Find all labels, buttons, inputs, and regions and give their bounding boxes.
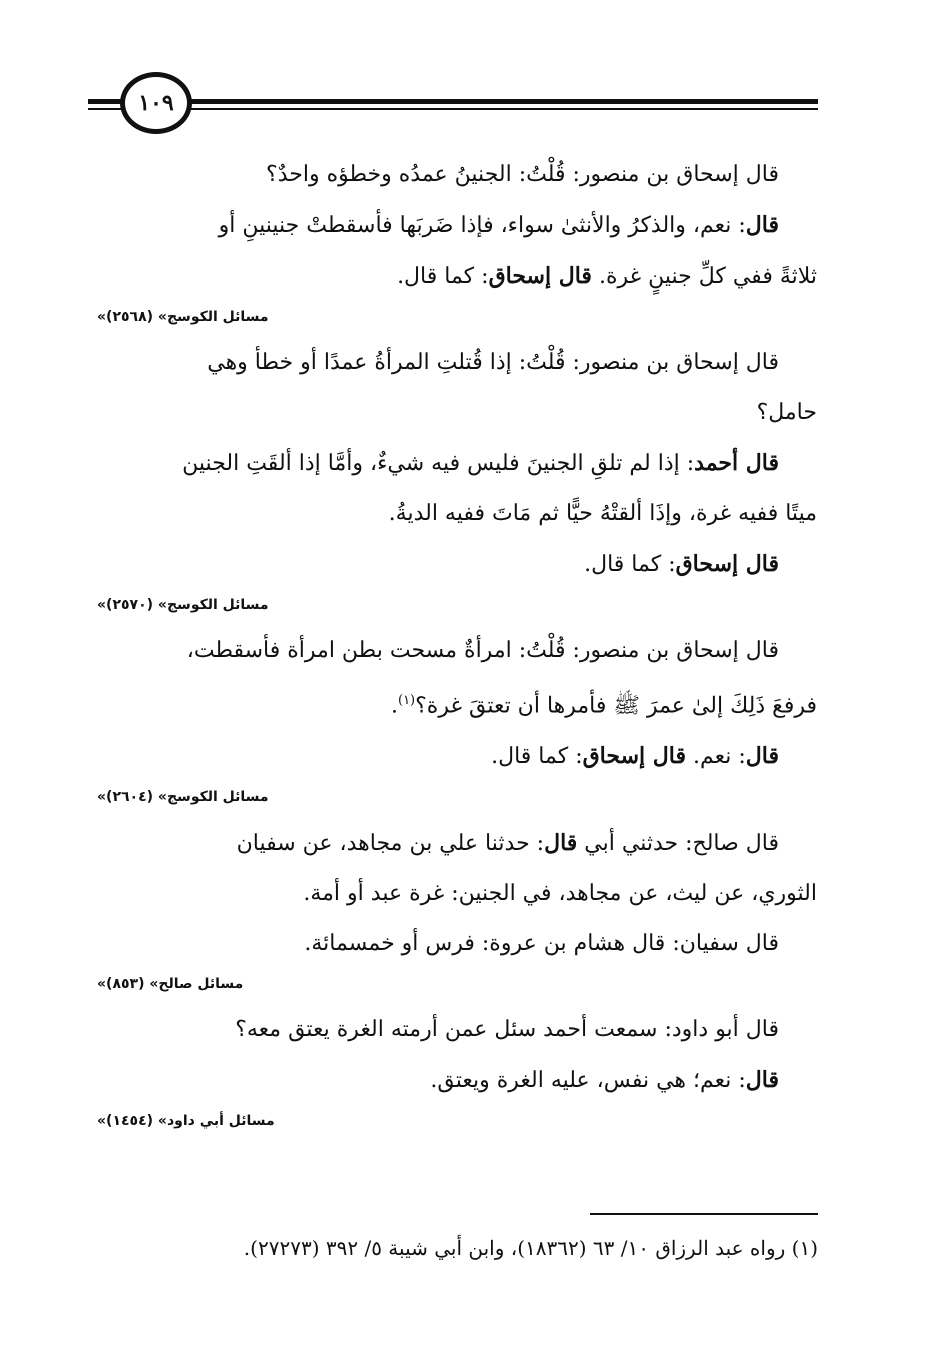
text-run: : نعم، والذكرُ والأنثىٰ سواء، فإذا ضَربَها فأسقطتْ جنينينِ أو xyxy=(218,213,746,238)
page-body xyxy=(95,150,817,1142)
masala-block xyxy=(95,818,817,995)
source-citation: «مسائل الكوسج» (٢٦٠٤) xyxy=(97,789,269,806)
text-line xyxy=(95,388,817,438)
text-line xyxy=(95,869,817,919)
text-run: حامل؟ xyxy=(756,400,817,425)
speaker-label: قال xyxy=(745,1067,779,1094)
page-header xyxy=(88,70,818,140)
page-number: ١٠٩ xyxy=(120,72,192,134)
source-citation: «مسائل الكوسج» (٢٥٧٠) xyxy=(97,597,269,613)
speaker-label: قال xyxy=(544,830,578,857)
masala-block xyxy=(95,1005,817,1132)
source-citation: «مسائل الكوسج» (٢٥٦٨) xyxy=(97,309,269,325)
text-line xyxy=(95,626,817,676)
text-run: . xyxy=(390,693,398,719)
speaker-label: قال إسحاق xyxy=(675,551,779,577)
text-run: : نعم؛ هي نفس، عليه الغرة ويعتق. xyxy=(430,1068,746,1094)
footnote-ref: (١) xyxy=(397,693,416,708)
speaker-label: قال أحمد xyxy=(694,450,779,476)
text-line xyxy=(95,818,817,869)
text-line xyxy=(95,200,817,251)
text-run: : كما قال. xyxy=(491,744,583,770)
speaker-label: قال إسحاق xyxy=(582,743,686,770)
text-line xyxy=(95,539,817,590)
text-run: قال أبو داود: سمعت أحمد سئل عمن أرمته الغرة يعتق معه؟ xyxy=(235,1017,779,1043)
footnote: (١) رواه عبد الرزاق ١٠/ ٦٣ (١٨٣٦٢)، وابن أبي شيبة ٥/ ٣٩٢ (٢٧٢٧٣). xyxy=(243,1236,818,1260)
text-line xyxy=(95,150,817,200)
text-line xyxy=(95,1005,817,1055)
speaker-label: قال xyxy=(745,212,779,238)
text-line xyxy=(95,1055,817,1106)
masala-block xyxy=(95,338,817,616)
text-run: قال سفيان: قال هشام بن عروة: فرس أو خمسمائة. xyxy=(304,931,779,957)
footnote-separator xyxy=(590,1213,818,1215)
text-line xyxy=(95,251,817,302)
speaker-label: قال إسحاق xyxy=(488,263,592,289)
text-run: : كما قال. xyxy=(584,552,676,577)
text-run: ميتًا ففيه غرة، وإذَا ألقتْهُ حيًّا ثم مَاتَ ففيه الديةُ. xyxy=(388,501,817,526)
text-run: قال إسحاق بن منصور: قُلْتُ: امرأةٌ مسحت بطن امرأة فأسقطت، xyxy=(186,638,779,663)
text-run: ثلاثةً ففي كلِّ جنينٍ غرة. xyxy=(591,264,817,289)
header-rule-thin xyxy=(88,108,818,110)
text-run: الثوري، عن ليث، عن مجاهد، في الجنين: غرة عبد أو أمة. xyxy=(303,881,817,907)
text-run: فرفعَ ذَلِكَ إلىٰ عمرَ ﷺ فأمرها أن تعتقَ غرة؟ xyxy=(415,693,817,719)
text-run: : حدثنا علي بن مجاهد، عن سفيان xyxy=(236,831,545,857)
speaker-label: قال xyxy=(745,743,779,770)
text-run: قال إسحاق بن منصور: قُلْتُ: الجنينُ عمدُه وخطؤه واحدٌ؟ xyxy=(266,162,779,187)
text-line xyxy=(95,676,817,731)
text-run: : كما قال. xyxy=(397,264,489,289)
text-line xyxy=(95,731,817,782)
text-line xyxy=(95,438,817,489)
text-line xyxy=(95,489,817,539)
source-citation: «مسائل أبي داود» (١٤٥٤) xyxy=(97,1113,275,1130)
masala-block xyxy=(95,626,817,808)
source-citation: «مسائل صالح» (٨٥٣) xyxy=(97,976,244,993)
text-run: قال صالح: حدثني أبي xyxy=(577,831,779,857)
text-run: : إذا لم تلقِ الجنينَ فليس فيه شيءٌ، وأمَّا إذا ألقَتِ الجنين xyxy=(182,451,695,476)
header-rule-thick xyxy=(88,99,818,104)
text-run: : نعم. xyxy=(686,744,746,770)
text-line xyxy=(95,338,817,388)
text-line xyxy=(95,919,817,969)
text-run: قال إسحاق بن منصور: قُلْتُ: إذا قُتلتِ المرأةُ عمدًا أو خطأ وهي xyxy=(207,350,779,375)
masala-block xyxy=(95,150,817,328)
